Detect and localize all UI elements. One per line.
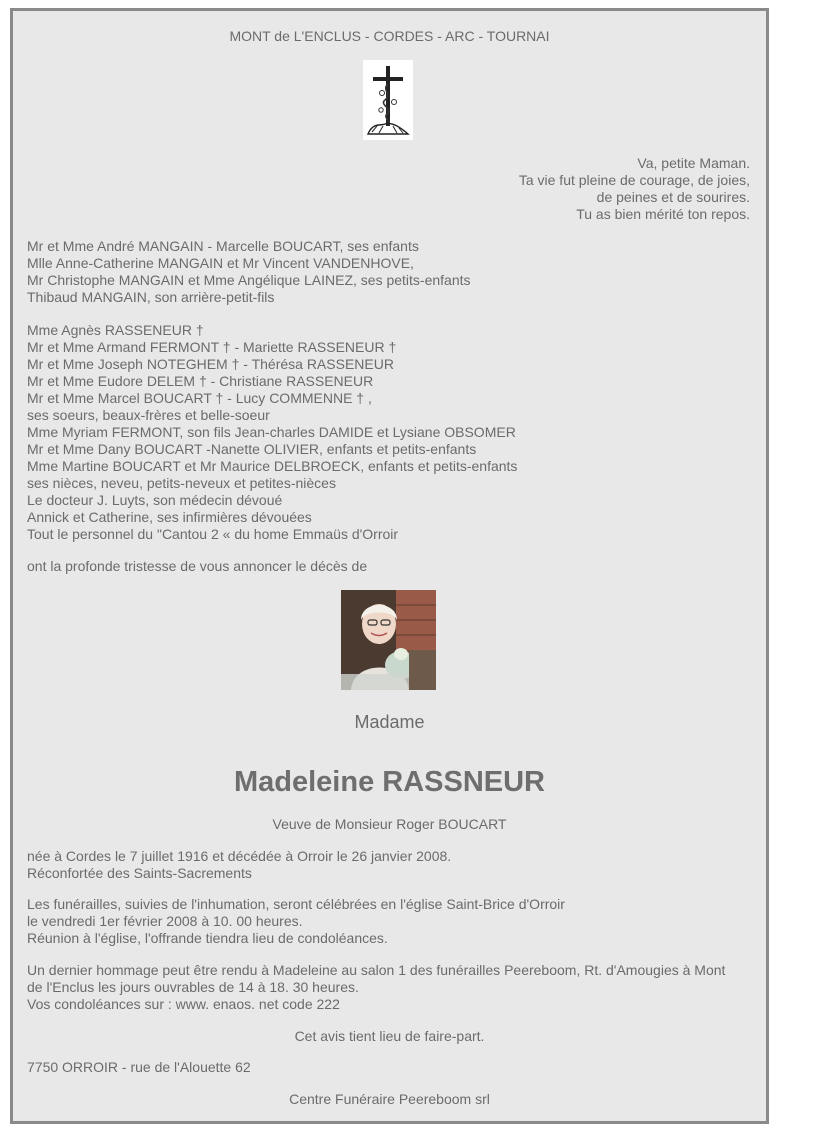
poem-line: Va, petite Maman. <box>637 155 750 171</box>
funeral-line: Réunion à l'église, l'offrande tiendra lieu de condoléances. <box>27 930 388 946</box>
poem-line: Tu as bien mérité ton repos. <box>576 206 750 222</box>
relative-line: Mr et Mme Marcel BOUCART † - Lucy COMMENNE † , <box>27 390 372 406</box>
family-line: Mlle Anne-Catherine MANGAIN et Mr Vincent VANDENHOVE, <box>27 255 414 271</box>
family-line: Thibaud MANGAIN, son arrière-petit-fils <box>27 289 275 305</box>
relative-line: Mme Myriam FERMONT, son fils Jean-charles DAMIDE et Lysiane OBSOMER <box>27 424 516 440</box>
tribute-line: de l'Enclus les jours ouvrables de 14 à 18. 30 heures. <box>27 979 359 995</box>
relative-line: Mr et Mme Eudore DELEM † - Christiane RASSENEUR <box>27 373 374 389</box>
poem-line: Ta vie fut pleine de courage, de joies, <box>518 172 750 188</box>
deceased-title: Madame <box>354 712 425 732</box>
notice-text: Cet avis tient lieu de faire-part. <box>294 1028 485 1044</box>
birth-death-line: Réconfortée des Saints-Sacrements <box>27 865 252 881</box>
relative-line: Mr et Mme Joseph NOTEGHEM † - Thérésa RASSENEUR <box>27 356 394 372</box>
relative-line: Le docteur J. Luyts, son médecin dévoué <box>27 492 283 508</box>
cross-icon <box>363 60 413 140</box>
tribute-line: Un dernier hommage peut être rendu à Madeleine au salon 1 des funérailles Peereboom, Rt. d'Amougies à Mont <box>27 962 726 978</box>
relative-line: Tout le personnel du "Cantou 2 « du home Emmaüs d'Orroir <box>27 526 399 542</box>
portrait-photo <box>341 590 436 690</box>
family-line: Mr et Mme André MANGAIN - Marcelle BOUCART, ses enfants <box>27 238 419 254</box>
deceased-name: Madeleine RASSNEUR <box>233 766 545 798</box>
location-header: MONT de L'ENCLUS - CORDES - ARC - TOURNAI <box>229 28 550 44</box>
relative-line: Mme Agnès RASSENEUR † <box>27 322 204 338</box>
tribute-line: Vos condoléances sur : www. enaos. net code 222 <box>27 996 340 1012</box>
funeral-home-text: Centre Funéraire Peereboom srl <box>289 1091 490 1107</box>
relative-line: Mr et Mme Dany BOUCART -Nanette OLIVIER, enfants et petits-enfants <box>27 441 477 457</box>
relative-line: Mr et Mme Armand FERMONT † - Mariette RASSENEUR † <box>27 339 397 355</box>
obituary-card <box>10 8 769 1124</box>
address-text: 7750 ORROIR - rue de l'Alouette 62 <box>27 1059 251 1075</box>
relative-line: Mme Martine BOUCART et Mr Maurice DELBROECK, enfants et petits-enfants <box>27 458 518 474</box>
funeral-line: Les funérailles, suivies de l'inhumation, seront célébrées en l'église Saint-Brice d'Orroir <box>27 896 565 912</box>
relative-line: ses soeurs, beaux-frères et belle-soeur <box>27 407 270 423</box>
widow-of-text: Veuve de Monsieur Roger BOUCART <box>272 816 507 832</box>
family-line: Mr Christophe MANGAIN et Mme Angélique LAINEZ, ses petits-enfants <box>27 272 471 288</box>
funeral-line: le vendredi 1er février 2008 à 10. 00 heures. <box>27 913 303 929</box>
poem-line: de peines et de sourires. <box>596 189 750 205</box>
relative-line: ses nièces, neveu, petits-neveux et petites-nièces <box>27 475 336 491</box>
birth-death-line: née à Cordes le 7 juillet 1916 et décédée à Orroir le 26 janvier 2008. <box>27 848 452 864</box>
announcement-text: ont la profonde tristesse de vous annoncer le décès de <box>27 558 368 574</box>
relative-line: Annick et Catherine, ses infirmières dévouées <box>27 509 312 525</box>
